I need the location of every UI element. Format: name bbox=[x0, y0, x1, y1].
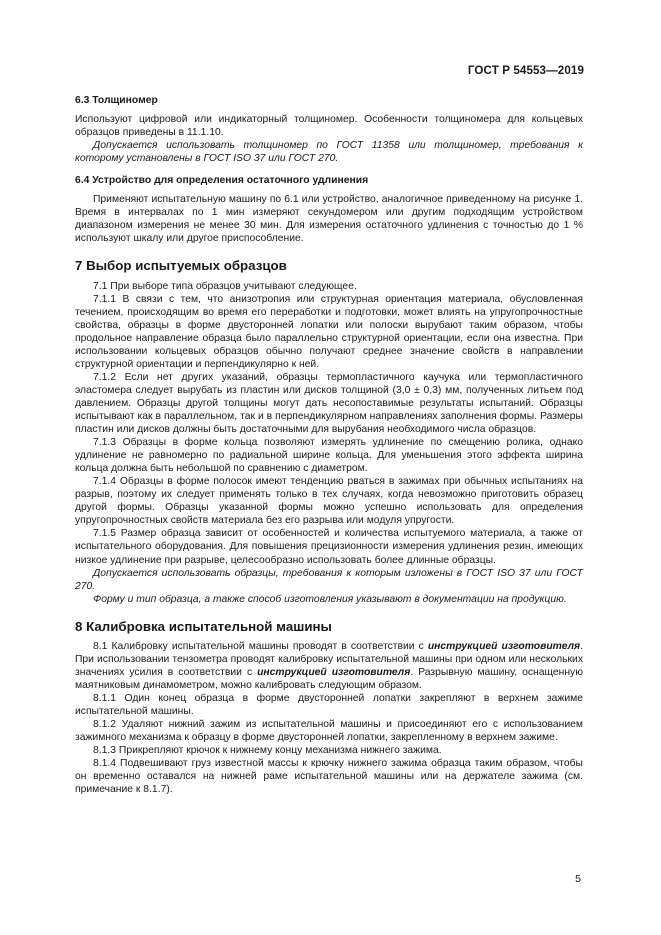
paragraph-8-1-2: 8.1.2 Удаляют нижний зажим из испытательной машины и присоединяют его с использованием зажимного механизма к образцу в форме двусторонней лопатки, закрепленному в верхнем зажиме. bbox=[75, 719, 583, 744]
subsection-title-6-4: 6.4 Устройство для определения остаточного удлинения bbox=[75, 175, 369, 187]
paragraph-8-1-text-e: . Разрывную машину, оснащенную маятниковым динамометром, можно калибровать следующим образом. bbox=[75, 666, 583, 691]
section-title-8: 8 Калибровка испытательной машины bbox=[75, 618, 332, 634]
section-title-7: 7 Выбор испытуемых образцов bbox=[75, 258, 287, 274]
subsection-title-6-3: 6.3 Толщиномер bbox=[75, 95, 158, 106]
paragraph-8-1-3: 8.1.3 Прикрепляют крючок к нижнему концу механизма нижнего зажима. bbox=[93, 745, 442, 757]
paragraph-8-1 bbox=[75, 640, 583, 692]
paragraph-8-1-text-a: 8.1 Калибровку испытательной машины проводят в соответствии с bbox=[93, 640, 428, 652]
paragraph-7-note-2: Форму и тип образца, а также способ изготовления указывают в документации на продукцию. bbox=[93, 593, 567, 605]
page-number: 5 bbox=[575, 873, 581, 885]
paragraph-6-3-1: Используют цифровой или индикаторный толщиномер. Особенности толщиномера для кольцевых образцов приведены в 11.1.10. bbox=[75, 114, 583, 139]
paragraph-7-1-3: 7.1.3 Образцы в форме кольца позволяют измерять удлинение по смещению ролика, однако удлинение не равномерно по радиальной ширине кольца. Для уменьшения этого эффекта ширина кольца должна быть небольшой по сравнению с диаметром. bbox=[75, 437, 583, 475]
document-id-header: ГОСТ Р 54553—2019 bbox=[467, 64, 584, 77]
paragraph-8-1-text-c: . При использовании тензометра проводят калибровку испытательной машины при одном или нескольких значениях усилия в соответствии с bbox=[75, 640, 583, 678]
paragraph-8-1-1: 8.1.1 Один конец образца в форме двусторонней лопатки закрепляют в верхнем зажиме испытательной машины. bbox=[75, 692, 583, 717]
paragraph-7-1-5: 7.1.5 Размер образца зависит от особенностей и количества испытуемого материала, а также от испытательного оборудования. Для повышения прецизионности измерения удлинения резин, имеющих низкое удлинение при разрыве, целесообразно использовать более длинные образцы. bbox=[75, 528, 583, 566]
page-content bbox=[75, 94, 583, 796]
paragraph-8-1-4: 8.1.4 Подвешивают груз известной массы к крючку нижнего зажима образца таким образом, чтобы он временно оставался на нижней раме испытательной машины или на держателе зажима (см. примечание к 8.1.7). bbox=[75, 758, 583, 796]
paragraph-6-3-note: Допускается использовать толщиномер по ГОСТ 11358 или толщиномер, требования к которому установлены в ГОСТ ISO 37 или ГОСТ 270. bbox=[75, 140, 583, 165]
manufacturer-instruction-ref-2: инструкцией изготовителя bbox=[257, 666, 411, 678]
paragraph-7-1-4: 7.1.4 Образцы в форме полосок имеют тенденцию рваться в зажимах при обычных испытаниях на разрыв, поэтому их следует применять только в тех случаях, когда невозможно приготовить образец другой формы. Образцы указанной формы можно успешно использовать для определения упругопрочностных свойств материала без его разрыва или модуля упругости. bbox=[75, 476, 583, 527]
paragraph-6-4-1: Применяют испытательную машину по 6.1 или устройство, аналогичное приведенному на рисунке 1. Время в интервалах по 1 мин измеряют секундомером или другим подходящим устройством диапазоном измерения не менее 30 мин. Для измерения остаточного удлинения с точностью до 1 % используют шкалу или другое приспособление. bbox=[75, 194, 583, 245]
manufacturer-instruction-ref-1: инструкцией изготовителя bbox=[427, 640, 581, 652]
paragraph-7-note-1: Допускается использовать образцы, требования к которым изложены в ГОСТ ISO 37 или ГОСТ 270. bbox=[75, 567, 583, 592]
paragraph-7-1-1: 7.1.1 В связи с тем, что анизотропия или структурная ориентация материала, обусловленная течением, происходящим во время его переработки и подготовки, может влиять на упругопрочностные свойства, образцы в форме двусторонней лопатки или полоски вырубают таким образом, чтобы продольное направление образца было параллельно структурной ориентации, если она известна. При использовании кольцевых образцов обычно получают среднее значение свойств в направлении структурной ориентации и перпендикулярно к ней. bbox=[75, 293, 583, 370]
paragraph-7-1-2: 7.1.2 Если нет других указаний, образцы термопластичного каучука или термопластичного эластомера следует вырубать из пластин или дисков толщиной (3,0 ± 0,3) мм, полученных литьем под давлением. Образцы другой толщины могут дать несопоставимые результаты испытаний. Образцы испытывают как в параллельном, так и в перпендикулярном направлениях заполнения формы. Размеры пластин или дисков должны быть достаточными для вырубания необходимого числа образцов. bbox=[75, 371, 583, 436]
paragraph-7-1: 7.1 При выборе типа образцов учитывают следующее. bbox=[93, 280, 357, 292]
